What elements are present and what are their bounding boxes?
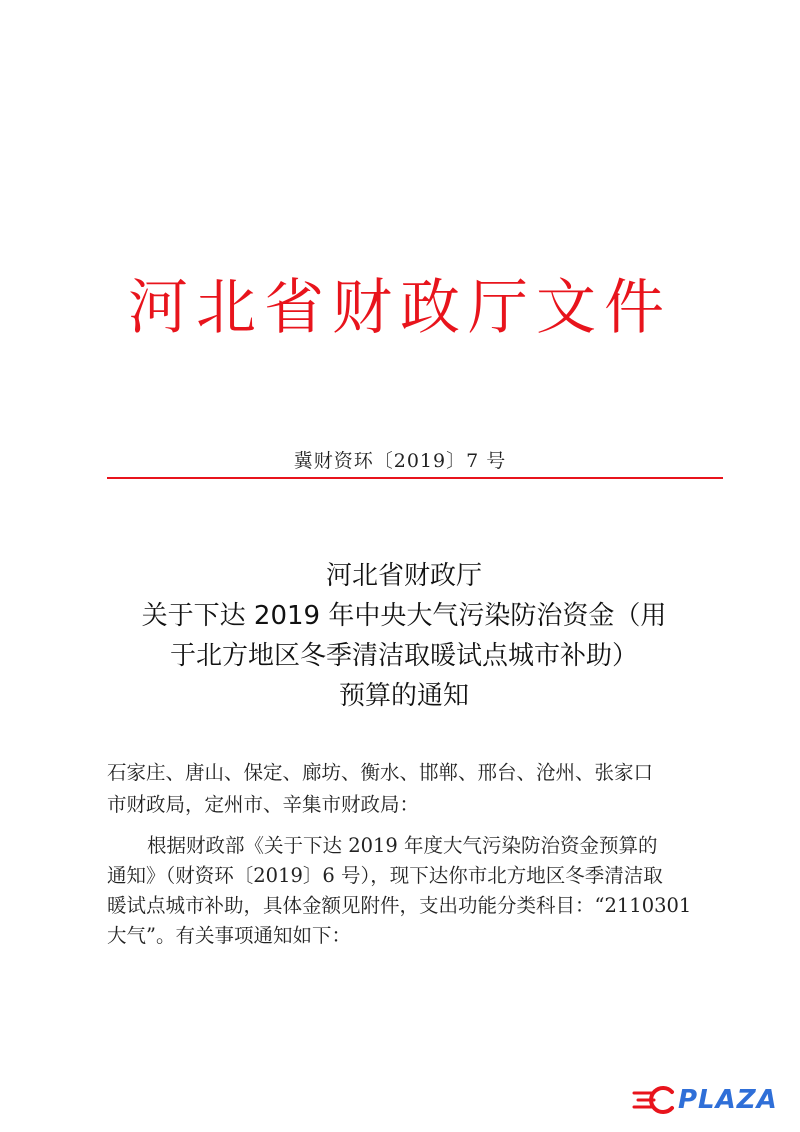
body-line-2: 通知》（财资环〔2019〕6 号），现下达你市北方地区冬季清洁取 <box>107 864 663 887</box>
masthead-title: 河北省财政厅文件 <box>128 273 672 343</box>
addressee-line-2: 市财政局，定州市、辛集市财政局： <box>107 793 420 816</box>
body-line-4: 大气”。有关事项通知如下： <box>107 924 351 947</box>
plaza-logo-icon <box>632 1085 676 1115</box>
title-line-4: 预算的通知 <box>338 681 469 711</box>
red-divider-line <box>107 477 723 479</box>
notice-title <box>112 556 696 716</box>
body-line-3: 暖试点城市补助，具体金额见附件，支出功能分类科目：“2110301 <box>107 894 692 917</box>
title-line-1: 河北省财政厅 <box>325 561 482 591</box>
plaza-watermark-text: PLAZA <box>678 1085 778 1115</box>
document-number: 冀财资环〔2019〕7 号 <box>293 450 507 472</box>
body-paragraph <box>107 831 707 951</box>
plaza-watermark <box>632 1080 782 1120</box>
addressee-line-1: 石家庄、唐山、保定、廊坊、衡水、邯郸、邢台、沧州、张家口 <box>107 761 654 784</box>
addressee-block <box>107 757 707 821</box>
body-line-1: 根据财政部《关于下达 2019 年度大气污染防治资金预算的 <box>147 834 658 857</box>
title-line-3: 于北方地区冬季清洁取暖试点城市补助） <box>169 641 638 671</box>
title-line-2: 关于下达 2019 年中央大气污染防治资金（用 <box>141 601 667 631</box>
